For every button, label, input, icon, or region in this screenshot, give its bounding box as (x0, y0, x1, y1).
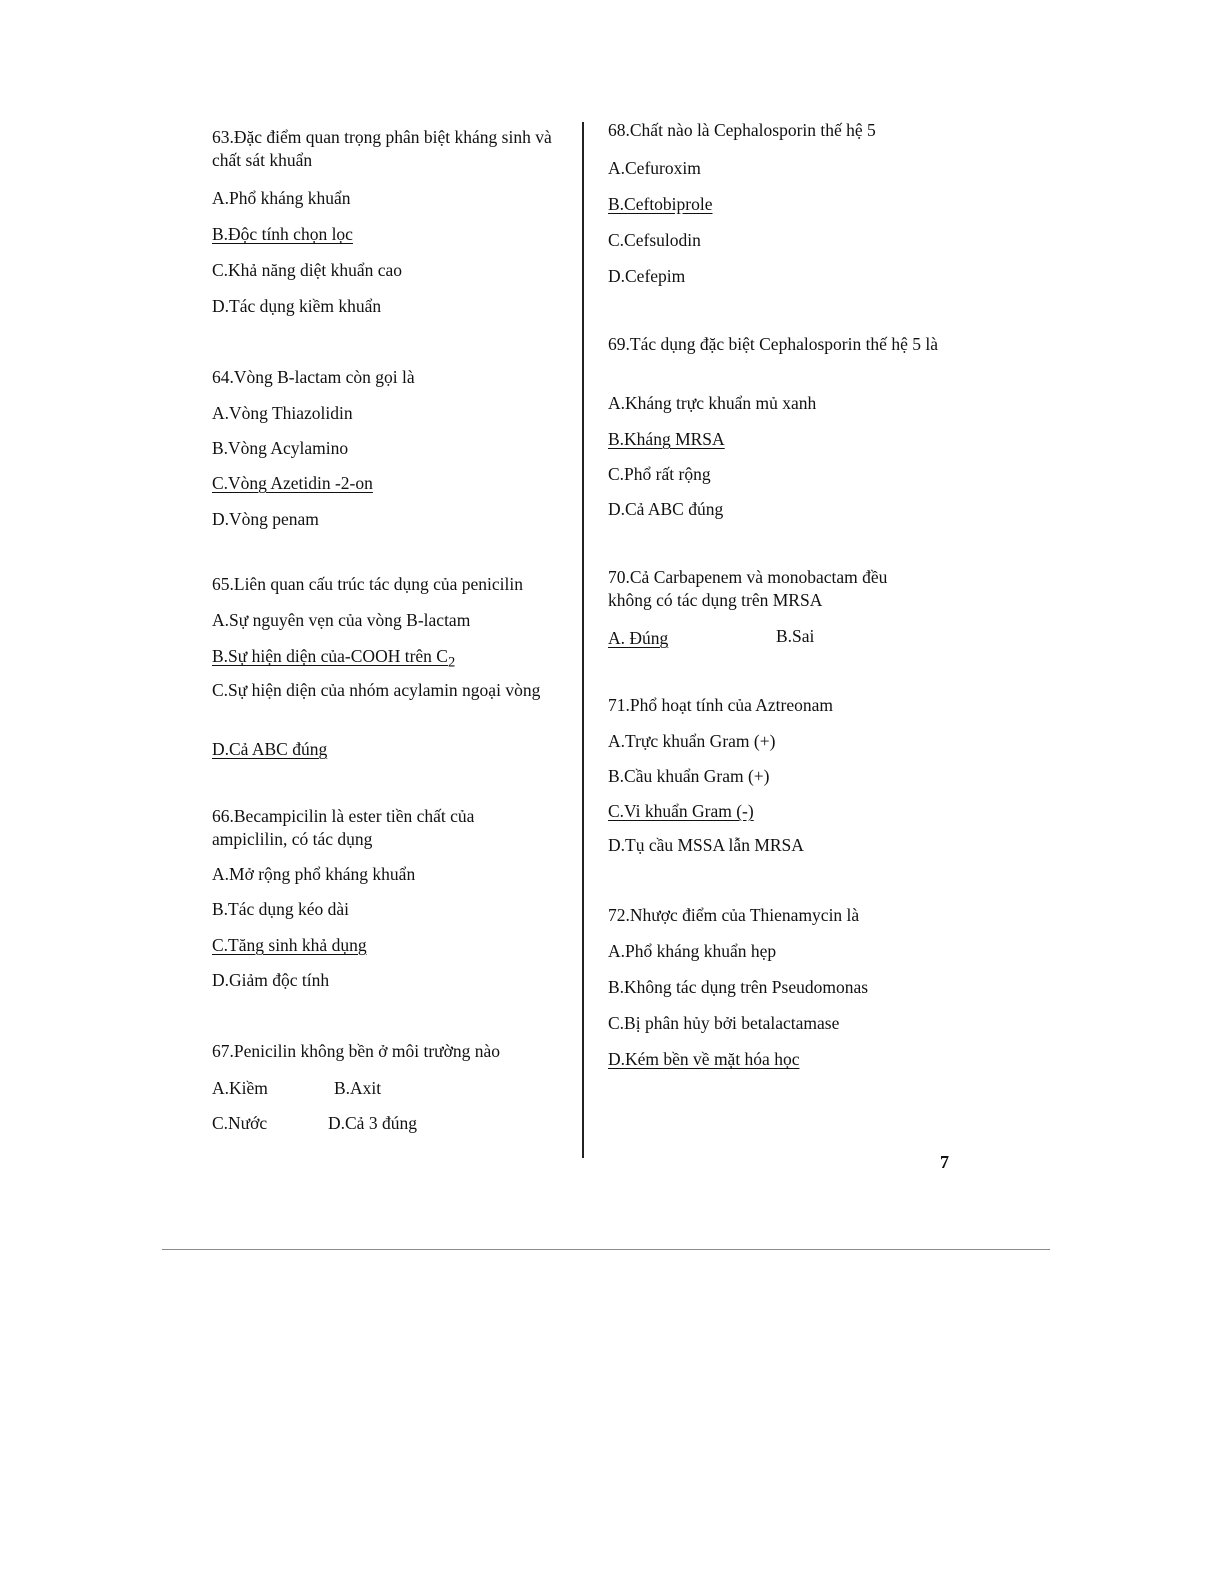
question-71: 71.Phổ hoạt tính của Aztreonam (608, 695, 834, 715)
option-64-b: B.Vòng Acylamino (212, 438, 349, 458)
option-68-d: D.Cefepim (608, 266, 686, 286)
question-64: 64.Vòng B-lactam còn gọi là (212, 367, 415, 387)
option-70-b: B.Sai (776, 626, 815, 646)
option-65-b-subscript: 2 (447, 654, 456, 671)
option-69-a: A.Kháng trực khuẩn mủ xanh (608, 393, 817, 413)
option-65-b-correct (212, 645, 455, 674)
option-68-a: A.Cefuroxim (608, 158, 701, 178)
option-72-b: B.Không tác dụng trên Pseudomonas (608, 977, 869, 997)
option-68-c: C.Cefsulodin (608, 230, 701, 250)
option-71-a: A.Trực khuẩn Gram (+) (608, 731, 776, 751)
option-63-a: A.Phổ kháng khuẩn (212, 188, 351, 208)
page-separator-line (162, 1249, 1050, 1250)
option-65-d-correct: D.Cả ABC đúng (212, 739, 328, 759)
option-72-c: C.Bị phân hủy bởi betalactamase (608, 1013, 840, 1033)
option-68-b-correct: B.Ceftobiprole (608, 194, 713, 214)
option-63-d: D.Tác dụng kiềm khuẩn (212, 296, 382, 316)
option-67-d: D.Cả 3 đúng (328, 1113, 417, 1133)
option-64-c-correct: C.Vòng Azetidin -2-on (212, 473, 373, 493)
option-71-c-correct: C.Vi khuẩn Gram (-) (608, 801, 754, 821)
option-67-c: C.Nước (212, 1113, 268, 1133)
option-70-a-correct: A. Đúng (608, 628, 669, 648)
option-72-d-correct: D.Kém bền về mặt hóa học (608, 1049, 800, 1069)
option-66-d: D.Giảm độc tính (212, 970, 330, 990)
option-66-b: B.Tác dụng kéo dài (212, 899, 350, 919)
option-64-a: A.Vòng Thiazolidin (212, 403, 353, 423)
question-72: 72.Nhược điểm của Thienamycin là (608, 905, 860, 925)
option-65-c: C.Sự hiện diện của nhóm acylamin ngoại vòng (212, 680, 541, 700)
question-63: 63.Đặc điểm quan trọng phân biệt kháng sinh và chất sát khuẩn (212, 127, 552, 170)
option-67-b: B.Axit (334, 1078, 382, 1098)
option-63-c: C.Khả năng diệt khuẩn cao (212, 260, 403, 280)
column-divider (582, 122, 584, 1158)
option-65-a: A.Sự nguyên vẹn của vòng B-lactam (212, 610, 471, 630)
question-70: 70.Cả Carbapenem và monobactam đều không có tác dụng trên MRSA (608, 567, 888, 610)
option-64-d: D.Vòng penam (212, 509, 319, 529)
page-number: 7 (940, 1152, 949, 1172)
option-69-d: D.Cả ABC đúng (608, 499, 724, 519)
question-65: 65.Liên quan cấu trúc tác dụng của penicilin (212, 574, 523, 594)
option-71-b: B.Cầu khuẩn Gram (+) (608, 766, 770, 786)
option-72-a: A.Phổ kháng khuẩn hẹp (608, 941, 777, 961)
option-67-a: A.Kiềm (212, 1078, 268, 1098)
option-69-b-correct: B.Kháng MRSA (608, 429, 725, 449)
option-69-c: C.Phổ rất rộng (608, 464, 711, 484)
option-66-a: A.Mở rộng phổ kháng khuẩn (212, 864, 416, 884)
question-68: 68.Chất nào là Cephalosporin thế hệ 5 (608, 120, 876, 140)
question-69: 69.Tác dụng đặc biệt Cephalosporin thế hệ 5 là (608, 334, 938, 354)
question-67: 67.Penicilin không bền ở môi trường nào (212, 1041, 501, 1061)
option-65-b-text: B.Sự hiện diện của-COOH trên C (212, 646, 448, 666)
option-71-d: D.Tụ cầu MSSA lẫn MRSA (608, 835, 804, 855)
question-66: 66.Becampicilin là ester tiền chất của ampiclilin, có tác dụng (212, 806, 475, 849)
option-63-b-correct: B.Độc tính chọn lọc (212, 224, 353, 244)
option-66-c-correct: C.Tăng sinh khả dụng (212, 935, 367, 955)
